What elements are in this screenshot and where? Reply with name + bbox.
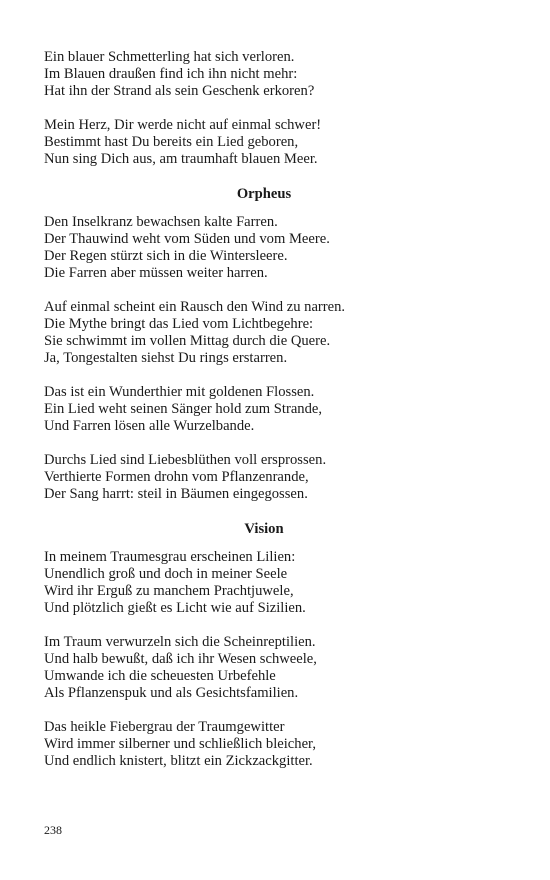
verse-line: Der Regen stürzt sich in die Wintersleere. [44,248,288,264]
poem-vision [44,521,484,770]
verse-line: Umwande ich die scheuesten Urbefehle [44,668,276,684]
page-content [44,49,484,787]
poem-title: Vision [244,521,284,537]
stanza [44,117,484,168]
verse-line: Die Farren aber müssen weiter harren. [44,265,268,281]
stanza [44,384,484,435]
verse-line: Das heikle Fiebergrau der Traumgewitter [44,719,285,735]
verse-line: Den Inselkranz bewachsen kalte Farren. [44,214,278,230]
verse-line: Auf einmal scheint ein Rausch den Wind zu narren. [44,299,346,315]
stanza [44,452,484,503]
verse-line: Und endlich knistert, blitzt ein Zickzackgitter. [44,753,313,769]
stanza [44,49,484,100]
stanza [44,549,484,617]
page-number: 238 [44,823,62,837]
verse-line: Der Sang harrt: steil in Bäumen eingegossen. [44,486,308,502]
poem-untitled [44,49,484,168]
verse-line: Sie schwimmt im vollen Mittag durch die Quere. [44,333,331,349]
poem-orpheus [44,186,484,503]
verse-line: Verthierte Formen drohn vom Pflanzenrande, [44,469,309,485]
verse-line: Und Farren lösen alle Wurzelbande. [44,418,255,434]
verse-line: In meinem Traumesgrau erscheinen Lilien: [44,549,296,565]
verse-line: Wird immer silberner und schließlich bleicher, [44,736,316,752]
verse-line: Ja, Tongestalten siehst Du rings erstarren. [44,350,288,366]
verse-line: Als Pflanzenspuk und als Gesichtsfamilien. [44,685,299,701]
verse-line: Nun sing Dich aus, am traumhaft blauen Meer. [44,151,318,167]
stanza [44,214,484,282]
verse-line: Im Blauen draußen find ich ihn nicht mehr: [44,66,298,82]
stanza [44,299,484,367]
stanza [44,634,484,702]
verse-line: Wird ihr Erguß zu manchem Prachtjuwele, [44,583,294,599]
poem-title: Orpheus [236,186,292,202]
verse-line: Bestimmt hast Du bereits ein Lied geboren, [44,134,299,150]
verse-line: Ein Lied weht seinen Sänger hold zum Strande, [44,401,323,417]
verse-line: Mein Herz, Dir werde nicht auf einmal schwer! [44,117,322,133]
verse-line: Und halb bewußt, daß ich ihr Wesen schweele, [44,651,317,667]
verse-line: Ein blauer Schmetterling hat sich verloren. [44,49,295,65]
verse-line: Der Thauwind weht vom Süden und vom Meere. [44,231,330,247]
verse-line: Hat ihn der Strand als sein Geschenk erkoren? [44,83,315,99]
verse-line: Im Traum verwurzeln sich die Scheinreptilien. [44,634,316,650]
stanza [44,719,484,770]
verse-line: Und plötzlich gießt es Licht wie auf Sizilien. [44,600,306,616]
verse-line: Unendlich groß und doch in meiner Seele [44,566,288,582]
verse-line: Die Mythe bringt das Lied vom Lichtbegehre: [44,316,314,332]
verse-line: Das ist ein Wunderthier mit goldenen Flossen. [44,384,315,400]
verse-line: Durchs Lied sind Liebesblüthen voll ersprossen. [44,452,327,468]
